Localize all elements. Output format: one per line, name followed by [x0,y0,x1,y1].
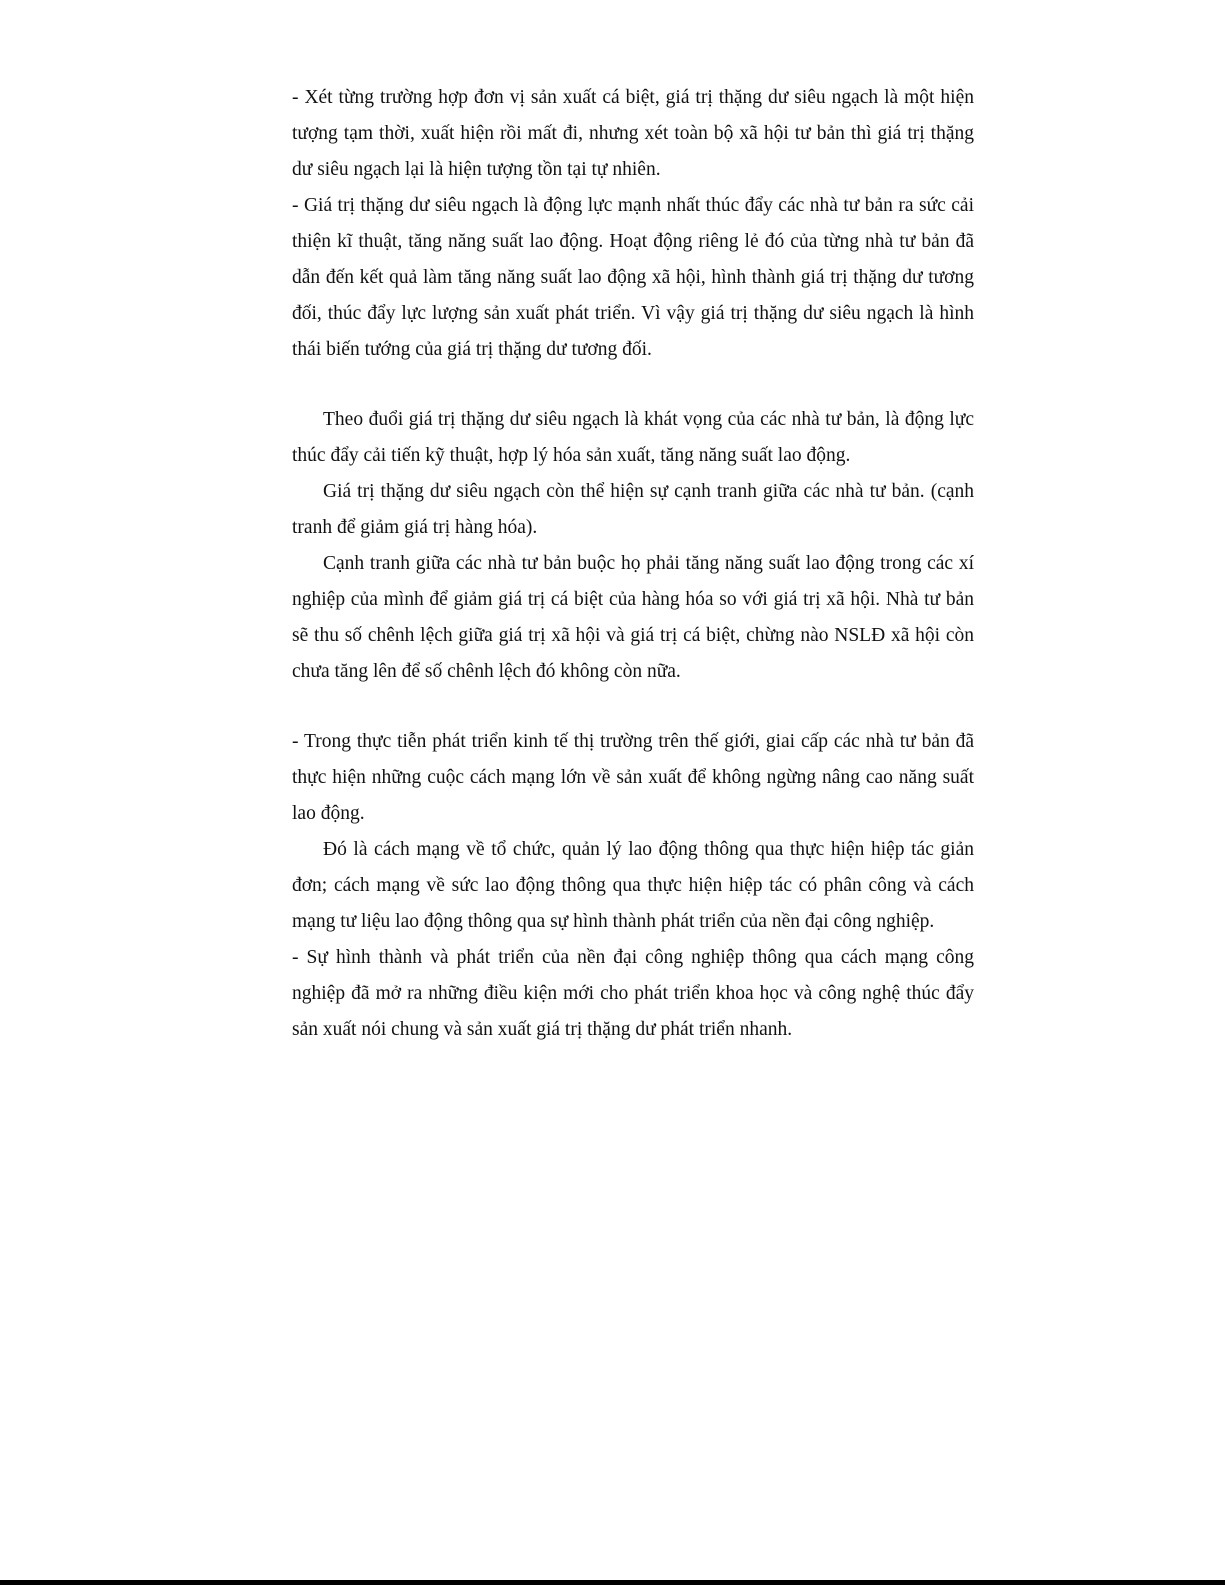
paragraph-spacer [292,690,974,724]
paragraph-pursuit-of-surplus: Theo đuổi giá trị thặng dư siêu ngạch là khát vọng của các nhà tư bản, là động lực thúc đẩy cải tiến kỹ thuật, hợp lý hóa sản xuất, tăng năng suất lao động. [292,409,974,466]
document-body [292,80,974,1048]
paragraph-competition-productivity: Cạnh tranh giữa các nhà tư bản buộc họ phải tăng năng suất lao động trong các xí nghiệp của mình để giảm giá trị cá biệt của hàng hóa so với giá trị xã hội. Nhà tư bản sẽ thu số chênh lệch giữa giá trị xã hội và giá trị cá biệt, chừng nào NSLĐ xã hội còn chưa tăng lên để số chênh lệch đó không còn nữa. [292,553,974,682]
paragraph-competition: Giá trị thặng dư siêu ngạch còn thể hiện sự cạnh tranh giữa các nhà tư bản. (cạnh tranh để giảm giá trị hàng hóa). [292,481,974,538]
paragraph-types-of-revolution: Đó là cách mạng về tổ chức, quản lý lao động thông qua thực hiện hiệp tác giản đơn; cách mạng về sức lao động thông qua thực hiện hiệp tác có phân công và cách mạng tư liệu lao động thông qua sự hình thành phát triển của nền đại công nghiệp. [292,839,974,932]
paragraph-surplus-value-temporary: - Xét từng trường hợp đơn vị sản xuất cá biệt, giá trị thặng dư siêu ngạch là một hiện tượng tạm thời, xuất hiện rồi mất đi, nhưng xét toàn bộ xã hội tư bản thì giá trị thặng dư siêu ngạch lại là hiện tượng tồn tại tự nhiên. [292,87,974,180]
paragraph-revolutions-in-production: - Trong thực tiễn phát triển kinh tế thị trường trên thế giới, giai cấp các nhà tư bản đã thực hiện những cuộc cách mạng lớn về sản xuất để không ngừng nâng cao năng suất lao động. [292,731,974,824]
paragraph-spacer [292,368,974,402]
paragraph-industrial-development: - Sự hình thành và phát triển của nền đại công nghiệp thông qua cách mạng công nghiệp đã mở ra những điều kiện mới cho phát triển khoa học và công nghệ thúc đẩy sản xuất nói chung và sản xuất giá trị thặng dư phát triển nhanh. [292,947,974,1040]
page-bottom-border [0,1580,1225,1585]
paragraph-surplus-value-motivation: - Giá trị thặng dư siêu ngạch là động lực mạnh nhất thúc đẩy các nhà tư bản ra sức cải thiện kĩ thuật, tăng năng suất lao động. Hoạt động riêng lẻ đó của từng nhà tư bản đã dẫn đến kết quả làm tăng năng suất lao động xã hội, hình thành giá trị thặng dư tương đối, thúc đẩy lực lượng sản xuất phát triển. Vì vậy giá trị thặng dư siêu ngạch là hình thái biến tướng của giá trị thặng dư tương đối. [292,195,974,360]
